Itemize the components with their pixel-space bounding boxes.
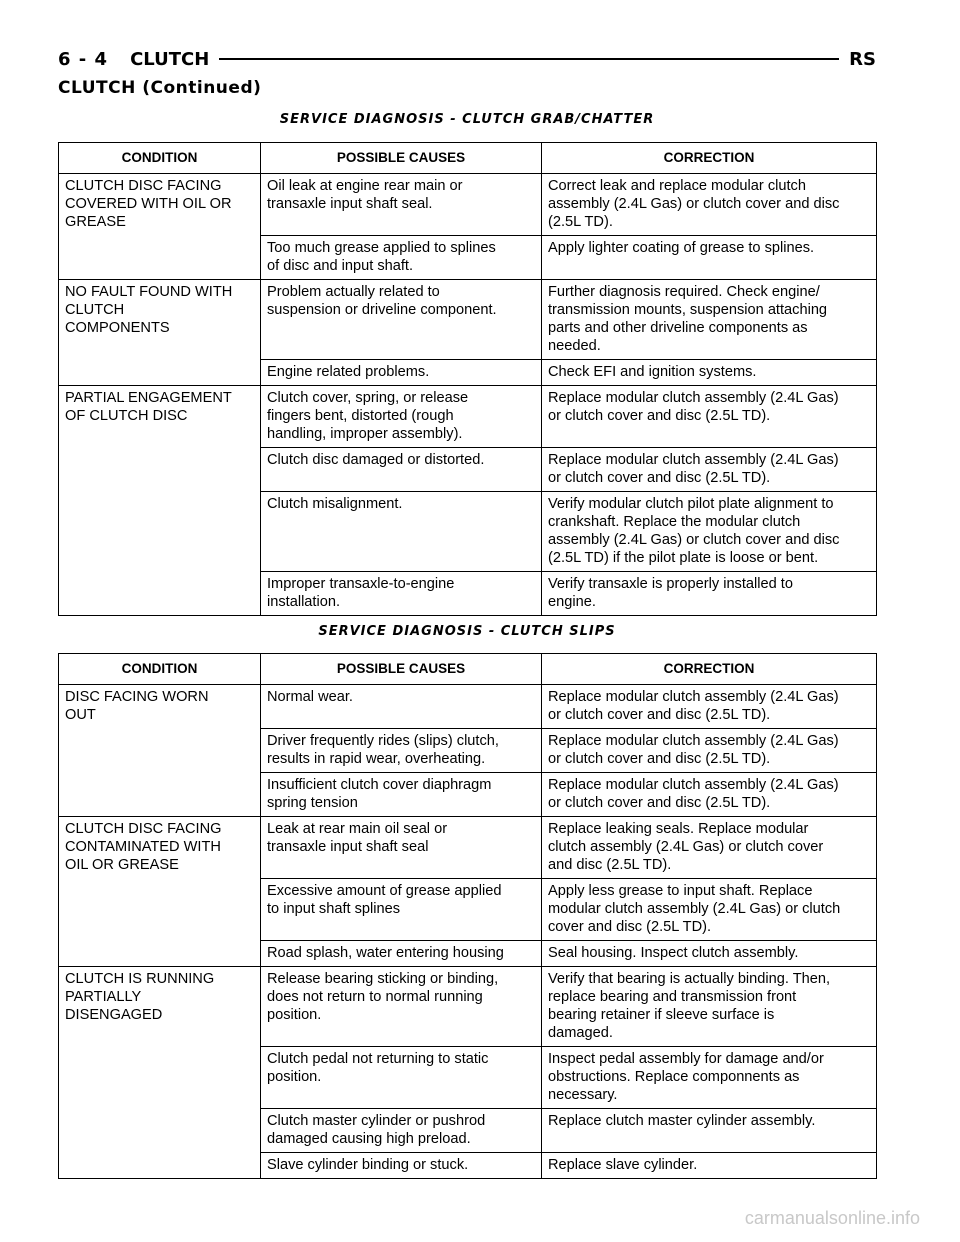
page-header bbox=[58, 46, 876, 72]
correction-cell: Verify transaxle is properly installed to engine. bbox=[542, 572, 877, 616]
table-title-grab-chatter: SERVICE DIAGNOSIS - CLUTCH GRAB/CHATTER bbox=[279, 112, 655, 127]
column-header: CONDITION bbox=[59, 143, 261, 174]
table-row bbox=[59, 174, 877, 236]
correction-cell: Apply less grease to input shaft. Replace modular clutch assembly (2.4L Gas) or clutch cover and disc (2.5L TD). bbox=[542, 879, 877, 941]
cause-cell: Insufficient clutch cover diaphragm spring tension bbox=[261, 773, 542, 817]
cause-cell: Release bearing sticking or binding, does not return to normal running position. bbox=[261, 967, 542, 1047]
table-row bbox=[59, 685, 877, 729]
correction-cell: Replace modular clutch assembly (2.4L Gas) or clutch cover and disc (2.5L TD). bbox=[542, 448, 877, 492]
correction-cell: Replace modular clutch assembly (2.4L Gas) or clutch cover and disc (2.5L TD). bbox=[542, 685, 877, 729]
cause-cell: Leak at rear main oil seal or transaxle input shaft seal bbox=[261, 817, 542, 879]
condition-cell: PARTIAL ENGAGEMENT OF CLUTCH DISC bbox=[59, 386, 261, 616]
watermark: carmanualsonline.info bbox=[744, 1208, 920, 1228]
condition-cell: CLUTCH IS RUNNING PARTIALLY DISENGAGED bbox=[59, 967, 261, 1179]
diagnosis-table-grab-chatter bbox=[58, 142, 877, 616]
correction-cell: Verify modular clutch pilot plate alignment to crankshaft. Replace the modular clutch assembly (2.4L Gas) or clutch cover and disc (2.5L TD) if the pilot plate is loose or bent. bbox=[542, 492, 877, 572]
table-row bbox=[59, 817, 877, 879]
cause-cell: Road splash, water entering housing bbox=[261, 941, 542, 967]
condition-cell: CLUTCH DISC FACING COVERED WITH OIL OR GREASE bbox=[59, 174, 261, 280]
page-number: 6 - 4 bbox=[58, 48, 109, 70]
column-header: POSSIBLE CAUSES bbox=[261, 654, 542, 685]
table-row bbox=[59, 967, 877, 1047]
condition-cell: CLUTCH DISC FACING CONTAMINATED WITH OIL OR GREASE bbox=[59, 817, 261, 967]
correction-cell: Correct leak and replace modular clutch assembly (2.4L Gas) or clutch cover and disc (2.5L TD). bbox=[542, 174, 877, 236]
header-row bbox=[59, 143, 877, 174]
cause-cell: Clutch pedal not returning to static position. bbox=[261, 1047, 542, 1109]
cause-cell: Improper transaxle-to-engine installation. bbox=[261, 572, 542, 616]
condition-cell: DISC FACING WORN OUT bbox=[59, 685, 261, 817]
diagnosis-table-clutch-slips bbox=[58, 653, 877, 1179]
table-row bbox=[59, 386, 877, 448]
cause-cell: Engine related problems. bbox=[261, 360, 542, 386]
correction-cell: Replace leaking seals. Replace modular clutch assembly (2.4L Gas) or clutch cover and disc (2.5L TD). bbox=[542, 817, 877, 879]
model-code: RS bbox=[849, 48, 876, 70]
correction-cell: Check EFI and ignition systems. bbox=[542, 360, 877, 386]
correction-cell: Seal housing. Inspect clutch assembly. bbox=[542, 941, 877, 967]
cause-cell: Clutch disc damaged or distorted. bbox=[261, 448, 542, 492]
correction-cell: Replace slave cylinder. bbox=[542, 1153, 877, 1179]
cause-cell: Excessive amount of grease applied to input shaft splines bbox=[261, 879, 542, 941]
cause-cell: Clutch misalignment. bbox=[261, 492, 542, 572]
cause-cell: Problem actually related to suspension or driveline component. bbox=[261, 280, 542, 360]
column-header: CORRECTION bbox=[542, 143, 877, 174]
correction-cell: Verify that bearing is actually binding. Then, replace bearing and transmission front bearing retainer if sleeve surface is damaged. bbox=[542, 967, 877, 1047]
correction-cell: Replace clutch master cylinder assembly. bbox=[542, 1109, 877, 1153]
cause-cell: Too much grease applied to splines of disc and input shaft. bbox=[261, 236, 542, 280]
cause-cell: Normal wear. bbox=[261, 685, 542, 729]
cause-cell: Driver frequently rides (slips) clutch, results in rapid wear, overheating. bbox=[261, 729, 542, 773]
correction-cell: Replace modular clutch assembly (2.4L Gas) or clutch cover and disc (2.5L TD). bbox=[542, 729, 877, 773]
correction-cell: Inspect pedal assembly for damage and/or obstructions. Replace componnents as necessary. bbox=[542, 1047, 877, 1109]
correction-cell: Replace modular clutch assembly (2.4L Gas) or clutch cover and disc (2.5L TD). bbox=[542, 386, 877, 448]
header-row bbox=[59, 654, 877, 685]
cause-cell: Clutch cover, spring, or release fingers bent, distorted (rough handling, improper assembly). bbox=[261, 386, 542, 448]
cause-cell: Slave cylinder binding or stuck. bbox=[261, 1153, 542, 1179]
cause-cell: Clutch master cylinder or pushrod damaged causing high preload. bbox=[261, 1109, 542, 1153]
condition-cell: NO FAULT FOUND WITH CLUTCH COMPONENTS bbox=[59, 280, 261, 386]
table-title-clutch-slips: SERVICE DIAGNOSIS - CLUTCH SLIPS bbox=[318, 624, 616, 639]
table-row bbox=[59, 280, 877, 360]
correction-cell: Apply lighter coating of grease to splines. bbox=[542, 236, 877, 280]
column-header: CONDITION bbox=[59, 654, 261, 685]
chapter-title: CLUTCH bbox=[130, 48, 210, 70]
cause-cell: Oil leak at engine rear main or transaxle input shaft seal. bbox=[261, 174, 542, 236]
correction-cell: Further diagnosis required. Check engine/ transmission mounts, suspension attaching parts and other driveline components as needed. bbox=[542, 280, 877, 360]
header-rule bbox=[219, 58, 839, 60]
correction-cell: Replace modular clutch assembly (2.4L Gas) or clutch cover and disc (2.5L TD). bbox=[542, 773, 877, 817]
column-header: CORRECTION bbox=[542, 654, 877, 685]
column-header: POSSIBLE CAUSES bbox=[261, 143, 542, 174]
section-title: CLUTCH (Continued) bbox=[58, 78, 262, 98]
